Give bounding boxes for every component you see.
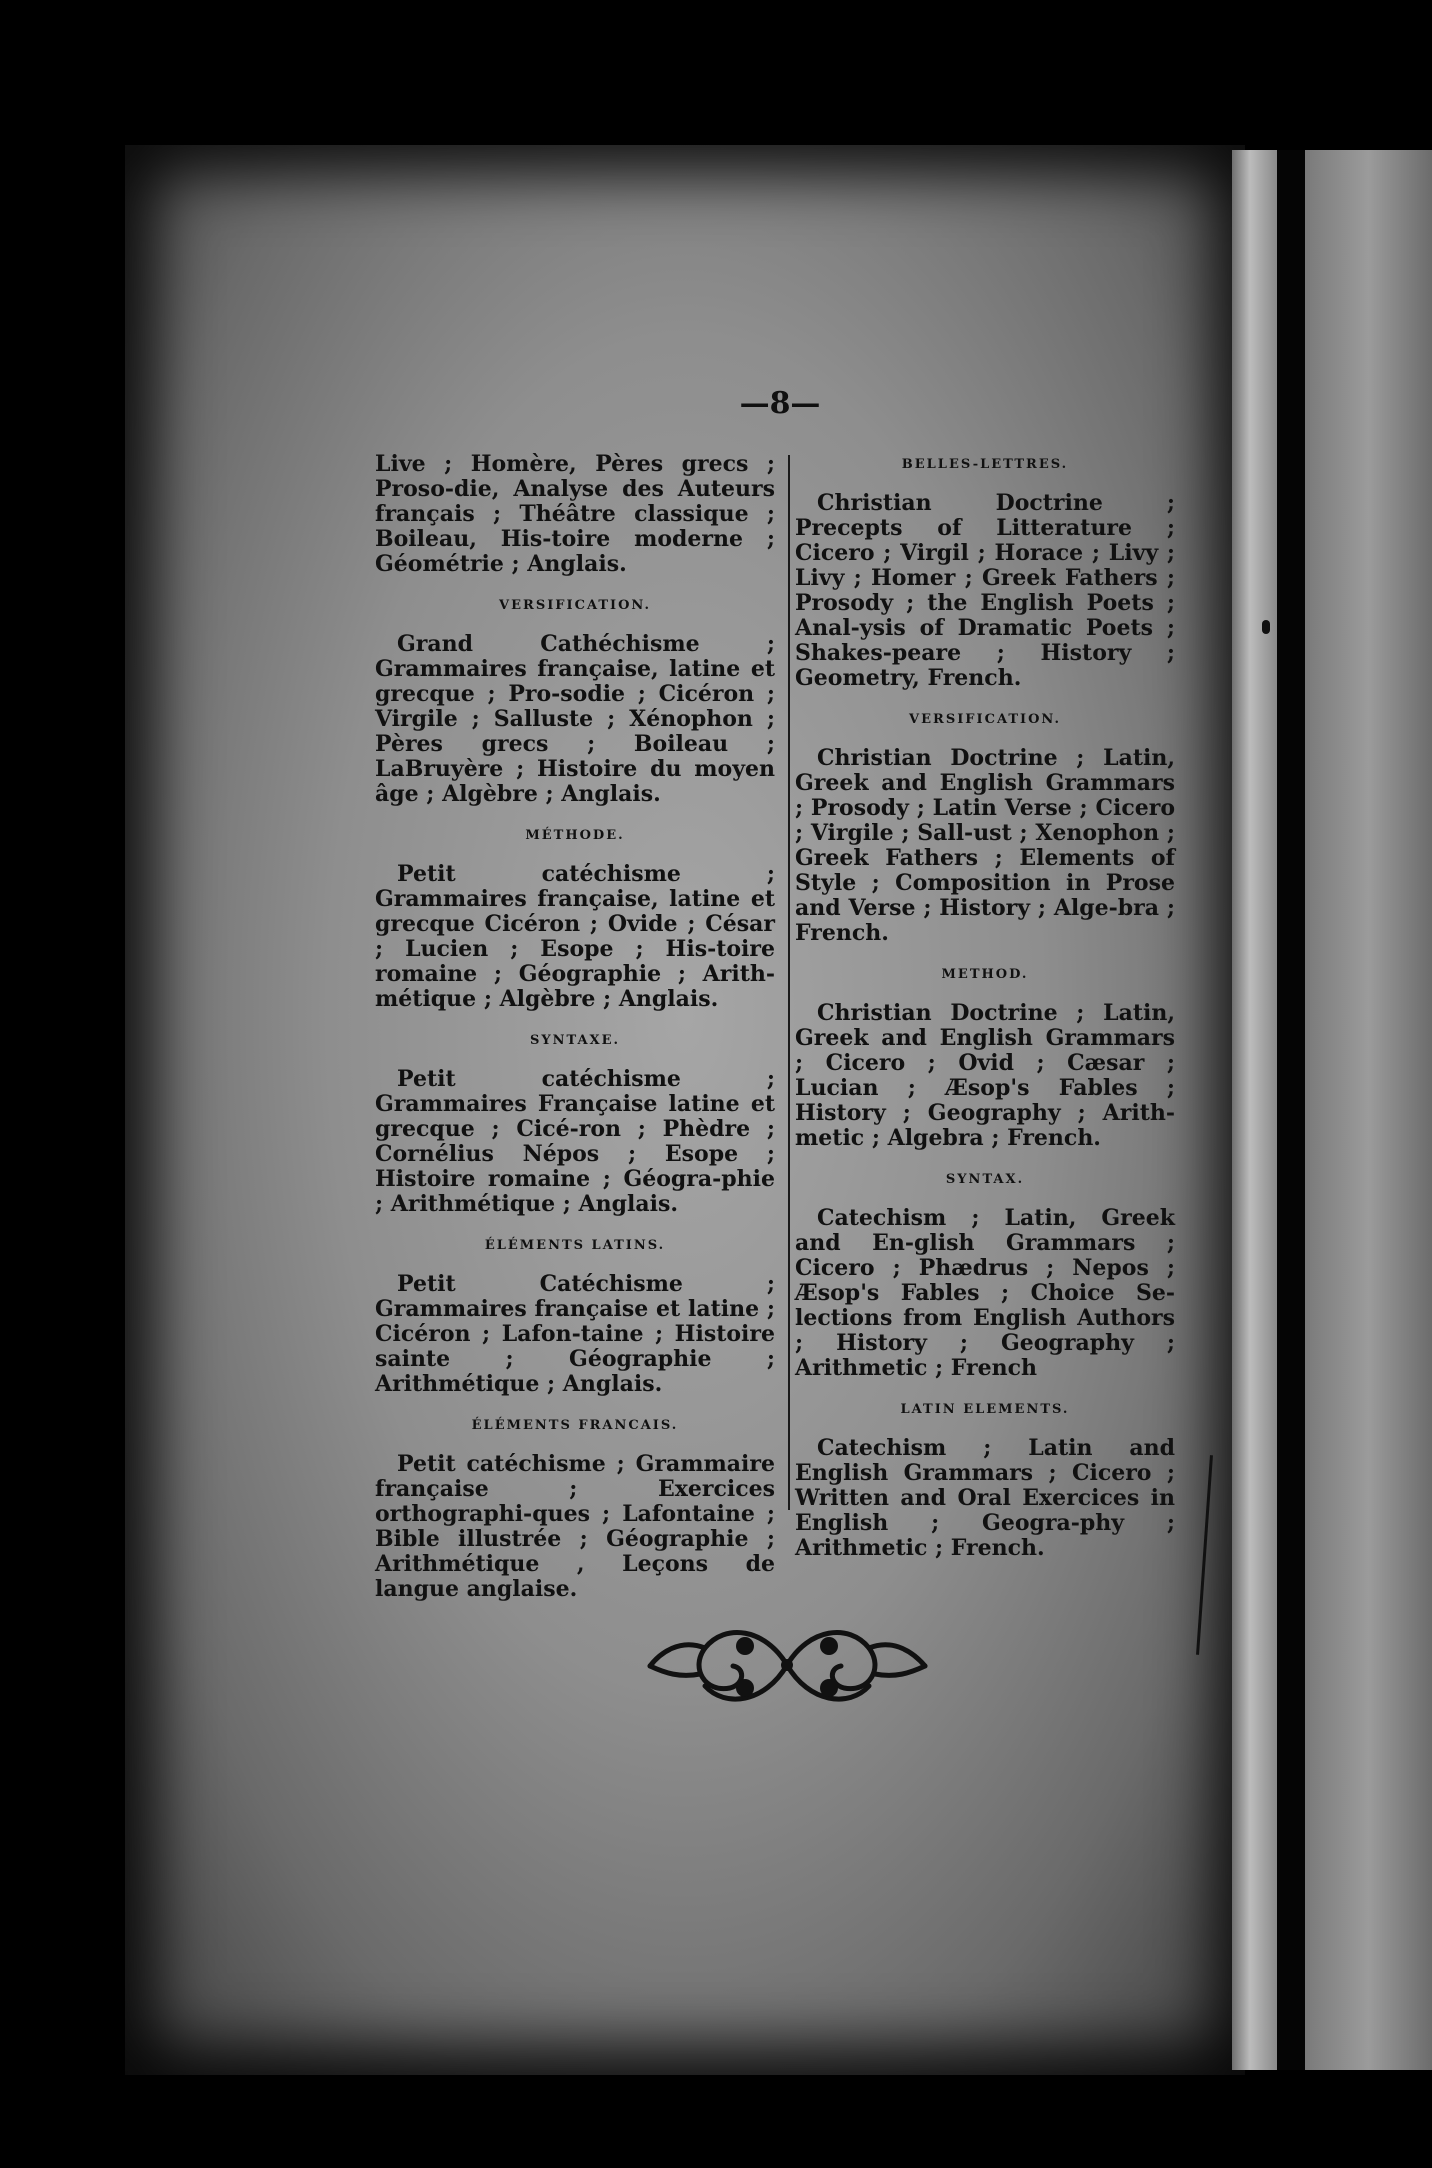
book-gutter bbox=[1277, 150, 1305, 2070]
section-title-syntaxe: SYNTAXE. bbox=[529, 1033, 621, 1048]
page-number: —8— bbox=[739, 386, 821, 421]
section-text-syntax: Catechism ; Latin, Greek and En-glish Grammars ; Cicero ; Phædrus ; Nepos ; Æsop's Fables ; Choice Se-lections from English Authors ; History ; Geography ; Arithmetic ; French bbox=[795, 1205, 1175, 1381]
page-edge bbox=[1232, 150, 1277, 2070]
section-text-elements-francais: Petit catéchisme ; Grammaire française ; Exercices orthographi-ques ; Lafontaine ; Bible illustrée ; Géographie ; Arithmétique , Leçons de langue anglaise. bbox=[375, 1451, 775, 1602]
section-text-latin-elements: Catechism ; Latin and English Grammars ; Cicero ; Written and Oral Exercices in English ; Geogra-phy ; Arithmetic ; French. bbox=[795, 1435, 1175, 1561]
section-title-versification-en: VERSIFICATION. bbox=[909, 712, 1061, 727]
section-title-syntax: SYNTAX. bbox=[945, 1172, 1025, 1187]
section-text-elements-latins: Petit Catéchisme ; Grammaires française et latine ; Cicéron ; Lafon-taine ; Histoire sainte ; Géographie ; Arithmétique ; Anglais. bbox=[375, 1271, 775, 1397]
section-title-methode: MÉTHODE. bbox=[525, 828, 625, 843]
section-text-methode: Petit catéchisme ; Grammaires française, latine et grecque Cicéron ; Ovide ; César ; Lucien ; Esope ; His-toire romaine ; Géographie ; Arith-métique ; Algèbre ; Anglais. bbox=[375, 861, 775, 1012]
section-title-versification: VERSIFICATION. bbox=[499, 598, 651, 613]
section-title-method: METHOD. bbox=[941, 967, 1029, 982]
ink-dot-mark bbox=[1262, 620, 1270, 634]
section-title-latin-elements: LATIN ELEMENTS. bbox=[900, 1402, 1070, 1417]
section-text-belles-lettres: Christian Doctrine ; Precepts of Litterature ; Cicero ; Virgil ; Horace ; Livy ; Livy ; Homer ; Greek Fathers ; Prosody ; the English Poets ; Anal-ysis of Dramatic Poets ; Shakes-peare ; History ; Geometry, French. bbox=[795, 490, 1175, 691]
section-text-syntaxe: Petit catéchisme ; Grammaires Française latine et grecque ; Cicé-ron ; Phèdre ; Cornélius Népos ; Esope ; Histoire romaine ; Géogra-phie ; Arithmétique ; Anglais. bbox=[375, 1066, 775, 1217]
section-title-elements-francais: ÉLÉMENTS FRANCAIS. bbox=[471, 1418, 679, 1433]
left-intro-paragraph: Live ; Homère, Pères grecs ; Proso-die, Analyse des Auteurs français ; Théâtre classique ; Boileau, His-toire moderne ; Géométrie ; Anglais. bbox=[375, 451, 775, 577]
left-column-french bbox=[375, 452, 775, 1608]
column-divider bbox=[788, 455, 790, 1510]
section-title-belles-lettres: BELLES-LETTRES. bbox=[901, 457, 1069, 472]
right-column-english bbox=[795, 452, 1175, 1567]
section-text-versification-en: Christian Doctrine ; Latin, Greek and English Grammars ; Prosody ; Latin Verse ; Cicero ; Virgile ; Sall-ust ; Xenophon ; Greek Fathers ; Elements of Style ; Composition in Prose and Verse ; History ; Alge-bra ; French. bbox=[795, 745, 1175, 946]
section-text-versification: Grand Cathéchisme ; Grammaires française, latine et grecque ; Pro-sodie ; Cicéron ; Virgile ; Salluste ; Xénophon ; Pères grecs ; Boileau ; LaBruyère ; Histoire du moyen âge ; Algèbre ; Anglais. bbox=[375, 631, 775, 807]
section-text-method: Christian Doctrine ; Latin, Greek and English Grammars ; Cicero ; Ovid ; Cæsar ; Lucian ; Æsop's Fables ; History ; Geography ; Arith-metic ; Algebra ; French. bbox=[795, 1000, 1175, 1151]
section-title-elements-latins: ÉLÉMENTS LATINS. bbox=[484, 1238, 666, 1253]
scrollwork-ornament-icon bbox=[645, 1608, 930, 1723]
adjacent-page bbox=[1305, 150, 1432, 2070]
